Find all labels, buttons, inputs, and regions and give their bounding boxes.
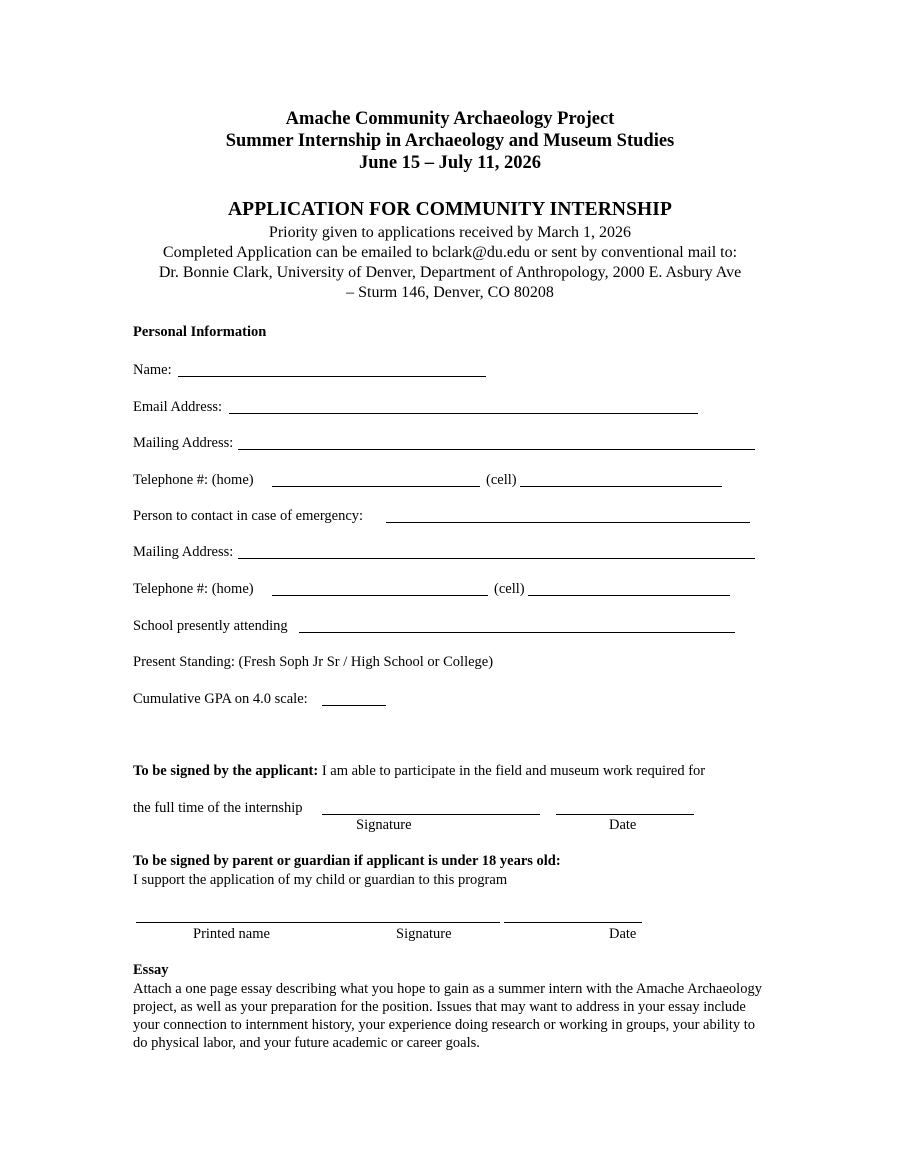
mailing-address-field[interactable] xyxy=(238,435,755,450)
email-label: Email Address: xyxy=(133,399,223,415)
submission-note-2: Dr. Bonnie Clark, University of Denver, Department of Anthropology, 2000 E. Asbury Ave xyxy=(158,264,742,281)
name-label: Name: xyxy=(133,362,172,378)
emergency-contact-label: Person to contact in case of emergency: xyxy=(133,508,364,524)
telephone-home-field[interactable] xyxy=(272,472,480,487)
emergency-contact-field[interactable] xyxy=(386,508,750,523)
emergency-telephone-cell-label: (cell) xyxy=(494,581,525,597)
applicant-sign-line2: the full time of the internship xyxy=(133,800,303,816)
emergency-telephone-home-label: Telephone #: (home) xyxy=(133,581,254,597)
applicant-signature-caption: Signature xyxy=(356,817,412,833)
essay-instructions: Attach a one page essay describing what you hope to gain as a summer intern with the Amache Archaeology project, as well as your preparation for the position. Issues that may want to address in your essay include your connection to internment history, your experience doing research or working in groups, your ability to do physical labor, and your future academic or career goals. xyxy=(133,981,762,1051)
telephone-home-label: Telephone #: (home) xyxy=(133,472,254,488)
guardian-sign-heading: To be signed by parent or guardian if applicant is under 18 years old: xyxy=(133,853,561,869)
emergency-telephone-home-field[interactable] xyxy=(272,581,488,596)
guardian-name-signature-field[interactable] xyxy=(136,906,500,923)
name-field[interactable] xyxy=(178,362,486,377)
gpa-field[interactable] xyxy=(322,691,386,706)
priority-note: Priority given to applications received by March 1, 2026 xyxy=(268,224,632,241)
telephone-cell-label: (cell) xyxy=(486,472,517,488)
applicant-statement xyxy=(133,761,705,781)
guardian-signature-caption: Signature xyxy=(396,926,452,942)
guardian-date-field[interactable] xyxy=(504,906,642,923)
gpa-label: Cumulative GPA on 4.0 scale: xyxy=(133,691,308,707)
applicant-sign-text: I am able to participate in the field and museum work required for xyxy=(318,763,706,779)
printed-name-caption: Printed name xyxy=(193,926,270,942)
applicant-sign-heading: To be signed by the applicant: xyxy=(133,763,319,779)
school-field[interactable] xyxy=(299,618,735,633)
essay-heading: Essay xyxy=(133,962,169,978)
present-standing: Present Standing: (Fresh Soph Jr Sr / High School or College) xyxy=(133,654,494,670)
telephone-cell-field[interactable] xyxy=(520,472,722,487)
applicant-date-caption: Date xyxy=(609,817,637,833)
emergency-mailing-address-label: Mailing Address: xyxy=(133,544,234,560)
submission-note-1: Completed Application can be emailed to bclark@du.edu or sent by conventional mail to: xyxy=(162,244,738,261)
submission-note-3: – Sturm 146, Denver, CO 80208 xyxy=(346,284,554,301)
applicant-date-field[interactable] xyxy=(556,800,694,815)
mailing-address-label: Mailing Address: xyxy=(133,435,234,451)
guardian-date-caption: Date xyxy=(609,926,637,942)
project-title: Amache Community Archaeology Project xyxy=(285,109,615,129)
personal-info-heading: Personal Information xyxy=(133,324,267,340)
emergency-mailing-address-field[interactable] xyxy=(238,544,755,559)
emergency-telephone-cell-field[interactable] xyxy=(528,581,730,596)
program-title: Summer Internship in Archaeology and Museum Studies xyxy=(225,131,675,151)
school-label: School presently attending xyxy=(133,618,288,634)
application-title: APPLICATION FOR COMMUNITY INTERNSHIP xyxy=(228,199,672,220)
guardian-sign-text: I support the application of my child or guardian to this program xyxy=(133,872,508,888)
program-dates: June 15 – July 11, 2026 xyxy=(359,153,541,173)
applicant-signature-field[interactable] xyxy=(322,800,540,815)
email-field[interactable] xyxy=(229,399,698,414)
